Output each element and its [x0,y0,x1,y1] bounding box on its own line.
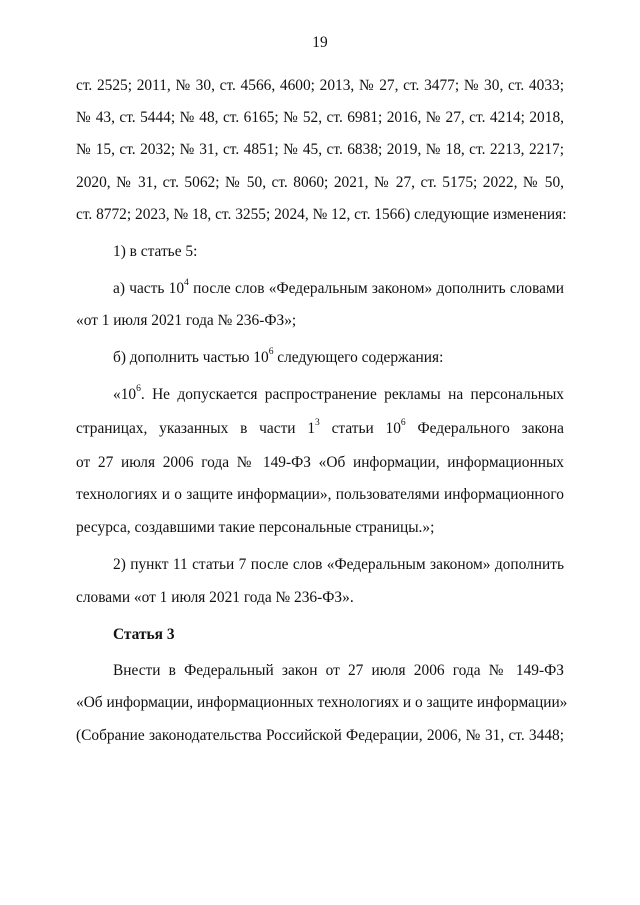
text-line: «от 1 июля 2021 года № 236-ФЗ»; [76,312,297,329]
subitem-a-line: а) часть $10^4$ после слов «Федеральным законом» дополнить словами [113,277,564,297]
quoted-part-line: «$10^6$. Не допускается распространение рекламы на персональных [113,383,564,403]
text-line: № 15, ст. 2032; № 31, ст. 4851; № 45, ст. 6838; 2019, № 18, ст. 2213, 2217; [76,141,564,158]
list-item-point-2: 2) пункт 11 статьи 7 после слов «Федеральным законом» дополнить [113,556,564,573]
text-line: ст. 2525; 2011, № 30, ст. 4566, 4600; 2013, № 27, ст. 3477; № 30, ст. 4033; [76,77,564,94]
superscript: 6 [400,417,406,429]
text-line: (Собрание законодательства Российской Федерации, 2006, № 31, ст. 3448; [76,727,564,744]
text-line: № 43, ст. 5444; № 48, ст. 6165; № 52, ст. 6981; 2016, № 27, ст. 4214; 2018, [76,109,564,126]
text-line: ресурса, создавшими такие персональные страницы.»; [76,519,435,536]
text-line: словами «от 1 июля 2021 года № 236-ФЗ». [76,589,354,606]
list-item-article-5: 1) в статье 5: [113,243,198,260]
superscript: 4 [184,277,189,289]
subitem-b-line: б) дополнить частью $10^6$ следующего содержания: [113,346,444,366]
superscript: 6 [136,383,141,395]
text-line: от 27 июля 2006 года № 149-ФЗ «Об информации, информационных [76,454,564,471]
page-number: 19 [312,34,328,51]
superscript: 6 [268,346,274,358]
superscript: 3 [315,417,320,429]
text-line: ст. 8772; 2023, № 18, ст. 3255; 2024, № 12, ст. 1566) следующие изменения: [76,206,567,223]
text-line: Внести в Федеральный закон от 27 июля 2006 года № 149-ФЗ [113,662,564,679]
text-line: «Об информации, информационных технологиях и о защите информации» [76,694,568,711]
text-line: технологиях и о защите информации», пользователями информационного [76,486,564,503]
text-line: страницах, указанных в части $1^3$ статьи $10^6$ Федерального закона [76,417,564,437]
article-heading: Статья 3 [113,626,175,643]
text-line: 2020, № 31, ст. 5062; № 50, ст. 8060; 2021, № 27, ст. 5175; 2022, № 50, [76,174,564,191]
